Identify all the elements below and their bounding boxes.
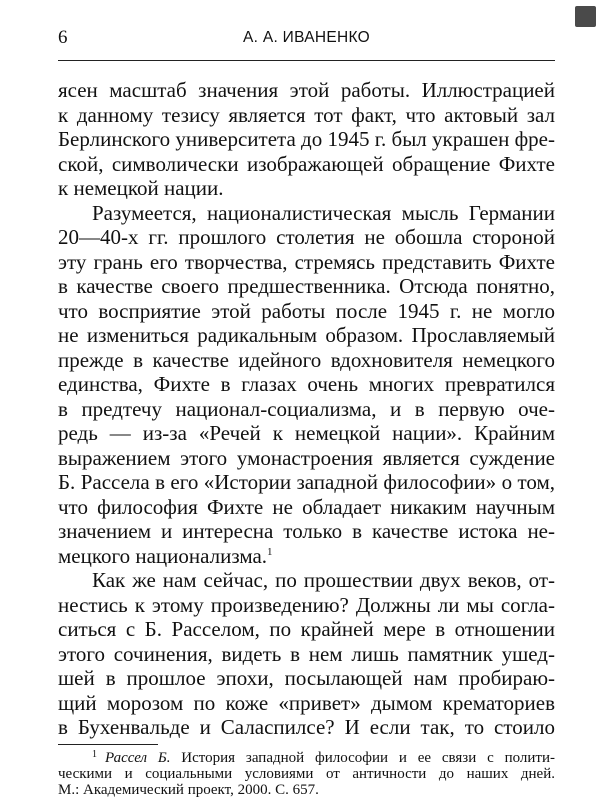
text-line: щий морозом по коже «привет» дымом крематориев — [58, 690, 555, 715]
text-line: этого сочинения, видеть в нем лишь памятник ушед- — [58, 641, 555, 666]
paragraph-start: Разумеется, националистическая мысль Германии — [92, 200, 555, 225]
text-line: нестись к этому произведению? Должны ли мы согла- — [58, 592, 555, 617]
paragraph-start: Как же нам сейчас, по прошествии двух веков, от- — [92, 568, 555, 592]
footnote-line: М.: Академический проект, 2000. С. 657. — [58, 782, 319, 798]
page-header — [58, 26, 555, 61]
footnote-line — [58, 750, 555, 766]
text-line — [58, 544, 555, 569]
text-line: единства, Фихте в глазах очень многих превратился — [58, 372, 555, 396]
text-line: эту грань его творчества, стремясь представить Фихте — [58, 249, 555, 274]
text-line: что восприятие этой работы после 1945 г. не могло — [58, 298, 555, 323]
text-line: не измениться радикальным образом. Прославляемый — [58, 323, 555, 347]
text-line: что философия Фихте не обладает никаким научным — [58, 494, 555, 519]
text-line: выражением этого умонастроения является суждение — [58, 445, 555, 470]
text-line: ясен масштаб значения этой работы. Иллюстрацией — [58, 78, 555, 102]
text-line: редь — из-за «Речей к немецкой нации». Крайним — [58, 421, 555, 445]
text-line: в качестве своего предшественника. Отсюда понятно, — [58, 274, 555, 298]
text-line: Б. Рассела в его «Истории западной философии» о том, — [58, 470, 555, 494]
footnote-reference[interactable]: 1 — [267, 545, 273, 558]
text-line: в предтечу национал-социализма, и в первую оче- — [58, 396, 555, 421]
footnote-mark: 1 — [92, 749, 97, 760]
text-line: значением и интересна только в качестве истока не- — [58, 519, 555, 543]
text-line: ской, символически изображающей обращение Фихте — [58, 151, 555, 176]
footnote-line: ческими и социальными условиями от античности до наших дней. — [58, 766, 555, 782]
text-line: прежде в качестве идейного вдохновителя немецкого — [58, 347, 555, 372]
running-title: А. А. ИВАНЕНКО — [242, 29, 371, 46]
text-line: к данному тезису является тот факт, что актовый зал — [58, 102, 555, 127]
page-number: 6 — [58, 27, 68, 48]
watermark-logo-icon — [575, 6, 596, 27]
text-line: к немецкой нации. — [58, 176, 224, 200]
footnote-author: Рассел Б. — [105, 750, 171, 766]
text-line: в Бухенвальде и Саласпилсе? И если так, то стоило — [58, 715, 555, 739]
body-text — [58, 78, 555, 740]
footnote-divider — [58, 744, 158, 745]
text-line: Берлинского университета до 1945 г. был украшен фре- — [58, 127, 555, 151]
text-line: 20—40-х гг. прошлого столетия не обошла стороной — [58, 225, 555, 249]
text-line: шей в прошлое эпохи, посылающей нам пробираю- — [58, 666, 555, 690]
text-line-content: мецкого национализма. — [58, 543, 268, 568]
footnote — [58, 750, 555, 798]
text-line: ситься с Б. Расселом, по крайней мере в отношении — [58, 617, 555, 641]
footnote-text: История западной философии и ее связи с полити- — [170, 750, 555, 766]
